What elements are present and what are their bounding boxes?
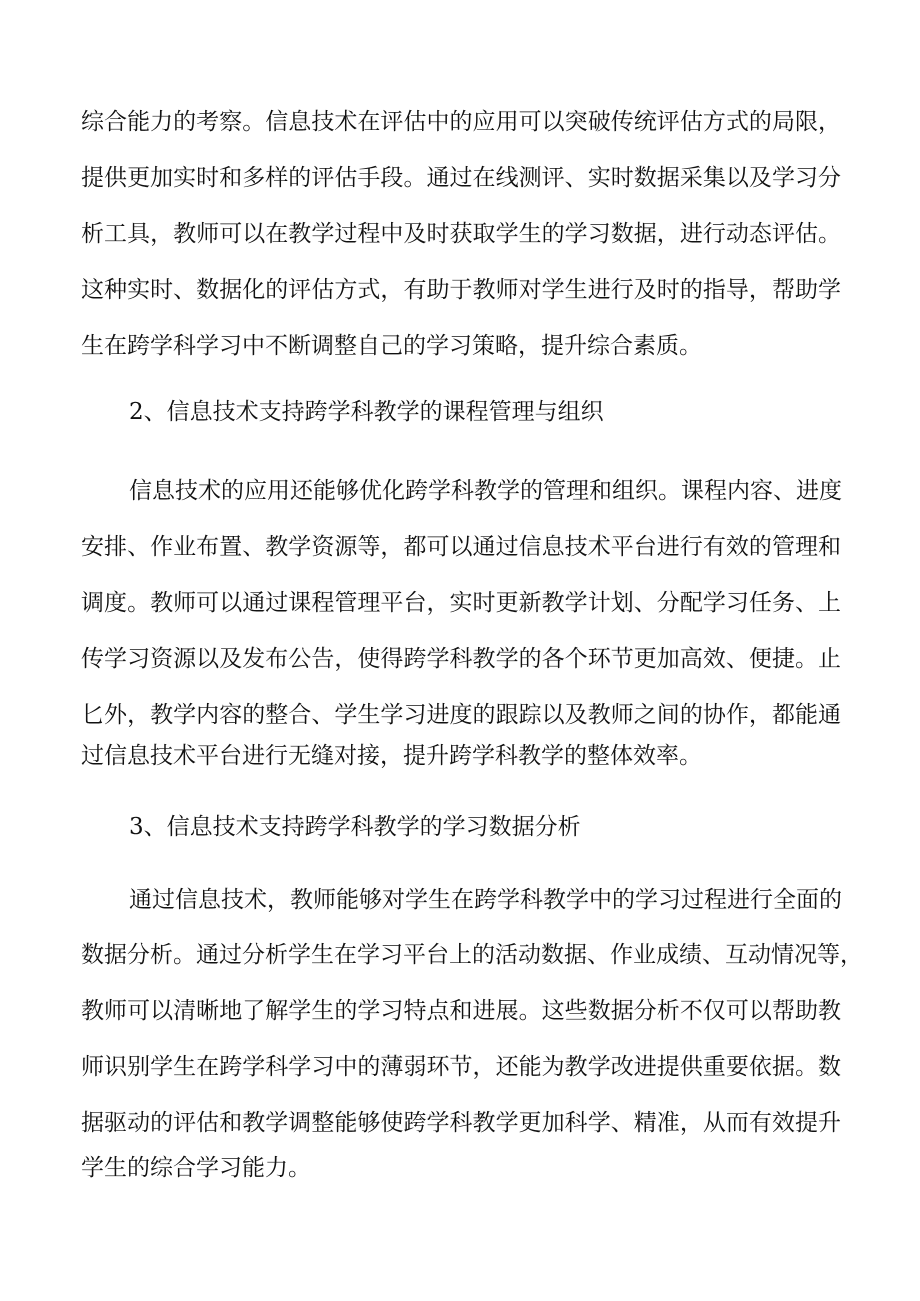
paragraph-2-line: 调度。教师可以通过课程管理平台，实时更新教学计划、分配学习任务、上	[81, 590, 841, 616]
paragraph-2-line: 过信息技术平台进行无缝对接，提升跨学科教学的整体效率。	[81, 743, 702, 769]
paragraph-3-line: 师识别学生在跨学科学习中的薄弱环节，还能为教学改进提供重要依据。数	[81, 1054, 841, 1080]
paragraph-3-line: 学生的综合学习能力。	[81, 1155, 311, 1181]
section-heading-2: 2、信息技术支持跨学科教学的课程管理与组织	[129, 399, 604, 425]
paragraph-1-line: 生在跨学科学习中不断调整自己的学习策略，提升综合素质。	[81, 333, 702, 359]
paragraph-3-line: 数据分析。通过分析学生在学习平台上的活动数据、作业成绩、互动情况等，	[81, 942, 863, 968]
paragraph-3-line: 据驱动的评估和教学调整能够使跨学科教学更加科学、精准，从而有效提升	[81, 1110, 841, 1136]
paragraph-1-line: 综合能力的考察。信息技术在评估中的应用可以突破传统评估方式的局限，	[81, 109, 841, 135]
paragraph-1-line: 提供更加实时和多样的评估手段。通过在线测评、实时数据采集以及学习分	[81, 165, 841, 191]
section-heading-3: 3、信息技术支持跨学科教学的学习数据分析	[129, 814, 581, 840]
paragraph-2-line: 传学习资源以及发布公告，使得跨学科教学的各个环节更加高效、便捷。止	[81, 646, 841, 672]
paragraph-3-line: 教师可以清晰地了解学生的学习特点和进展。这些数据分析不仅可以帮助教	[81, 998, 841, 1024]
paragraph-2-line: 信息技术的应用还能够优化跨学科教学的管理和组织。课程内容、进度	[129, 478, 842, 504]
paragraph-1-line: 这种实时、数据化的评估方式，有助于教师对学生进行及时的指导，帮助学	[81, 277, 841, 303]
paragraph-3-line: 通过信息技术，教师能够对学生在跨学科教学中的学习过程进行全面的	[129, 887, 842, 913]
paragraph-1-line: 析工具，教师可以在教学过程中及时获取学生的学习数据，进行动态评估。	[81, 221, 841, 247]
paragraph-2-line: 匕外，教学内容的整合、学生学习进度的跟踪以及教师之间的协作，都能通	[81, 702, 841, 728]
paragraph-2-line: 安排、作业布置、教学资源等，都可以通过信息技术平台进行有效的管理和	[81, 534, 841, 560]
